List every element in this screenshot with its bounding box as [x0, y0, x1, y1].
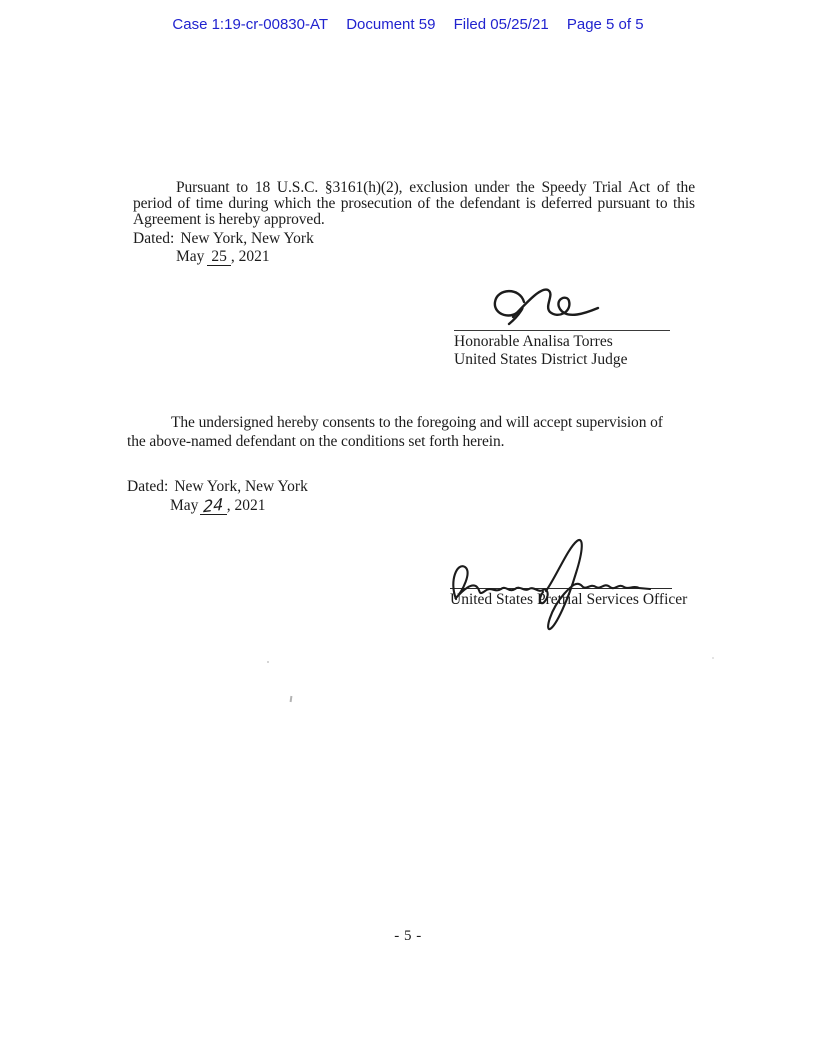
officer-signature-scribble-icon: [444, 535, 694, 635]
judge-name-title: [454, 333, 628, 368]
dated-day-underlined: 25: [207, 248, 231, 267]
scan-speck: [267, 661, 269, 663]
dated-location: New York, New York: [174, 478, 308, 495]
dated-location-line: [133, 230, 314, 248]
dated-location: New York, New York: [180, 230, 314, 247]
dated-location-line: [127, 478, 308, 496]
ecf-stamp-header: [0, 16, 816, 33]
dated-month: May: [170, 496, 199, 514]
dated-year: , 2021: [230, 247, 270, 265]
page-number-footer: - 5 -: [394, 928, 422, 944]
dated-block-judge: [133, 230, 314, 266]
filed-date: Filed 05/25/21: [453, 16, 549, 33]
dated-label: Dated:: [127, 478, 169, 495]
dated-month: May: [176, 247, 205, 265]
dated-year: , 2021: [226, 496, 266, 514]
dated-day-handwritten: 24: [203, 494, 224, 516]
case-number: Case 1:19-cr-00830-AT: [172, 16, 329, 33]
speedy-trial-paragraph: Pursuant to 18 U.S.C. §3161(h)(2), exclusion under the Speedy Trial Act of the period of time during which the prosecution of the defendant is deferred pursuant to this Agreement is hereby approved.: [133, 178, 695, 229]
officer-signature-line: [450, 588, 672, 589]
dated-label: Dated:: [133, 230, 175, 247]
judge-name: Honorable Analisa Torres: [454, 333, 613, 350]
document-number: Document 59: [346, 16, 436, 33]
scan-speck: [712, 657, 714, 659]
judge-title: United States District Judge: [454, 350, 628, 368]
dated-block-officer: [127, 478, 308, 515]
judge-signature-line: [454, 330, 670, 331]
consent-paragraph: The undersigned hereby consents to the foregoing and will accept supervision of the above-named defendant on the conditions set forth herein.: [127, 413, 663, 450]
officer-title: United States Pretrial Services Officer: [450, 591, 688, 608]
page-of-pages: Page 5 of 5: [566, 16, 644, 33]
dated-date-line: [176, 248, 314, 267]
dated-date-line: [170, 496, 308, 516]
scan-speck: [290, 696, 293, 702]
dated-day-handwritten-underline: [200, 496, 226, 516]
judge-signature-scribble-icon: [482, 280, 642, 332]
